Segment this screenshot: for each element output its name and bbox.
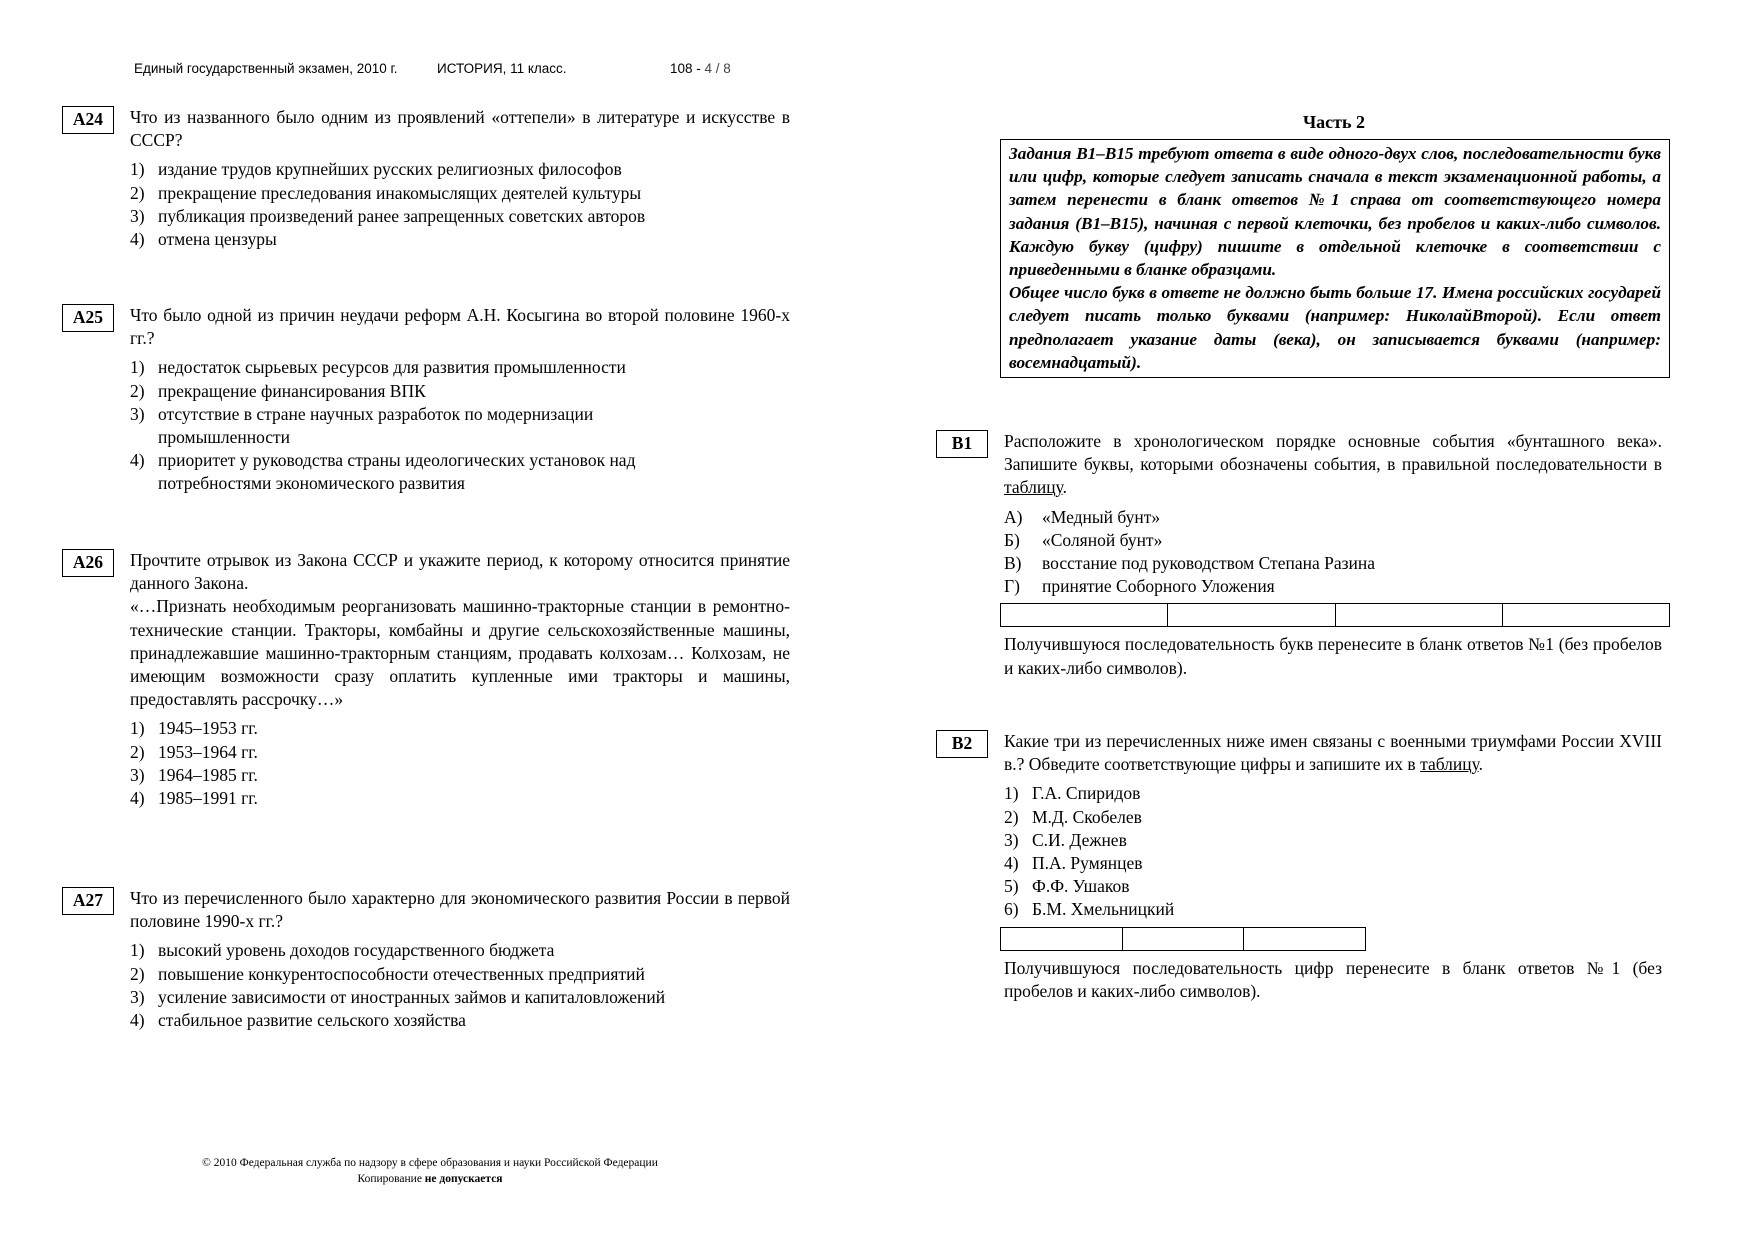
option-item: 4) 1985–1991 гг. <box>130 788 258 809</box>
answer-cell[interactable] <box>1336 604 1503 626</box>
question-b1 <box>936 430 1668 680</box>
question-label: А25 <box>62 304 114 332</box>
option-item: 4) П.А. Румянцев <box>1004 853 1143 874</box>
option-item: В) восстание под руководством Степана Разина <box>1004 553 1376 574</box>
option-item: Б) «Соляной бунт» <box>1004 529 1163 550</box>
page-footer <box>150 1155 710 1187</box>
options-list <box>130 939 790 1032</box>
option-item: 1) 1945–1953 гг. <box>130 718 258 739</box>
question-text: Какие три из перечисленных ниже имен связаны с военными триумфами России XVIII в.? Обведите соответствующие цифры и запишите их в таблицу. <box>1004 731 1662 775</box>
option-item: 3) отсутствие в стране научных разработок по модернизации промышленности <box>130 403 594 448</box>
transfer-note: Получившуюся последовательность цифр перенесите в бланк ответов №1 (без пробелов и каких-либо символов). <box>1004 957 1662 1001</box>
options-list <box>130 356 790 495</box>
option-item: 5) Ф.Ф. Ушаков <box>1004 876 1130 897</box>
option-item: 3) С.И. Дежнев <box>1004 829 1127 850</box>
option-item: 3) усиление зависимости от иностранных займов и капиталовложений <box>130 986 666 1007</box>
answer-table[interactable] <box>1000 927 1366 951</box>
instructions-paragraph-2: Общее число букв в ответе не должно быть больше 17. Имена российских государей следует писать только буквами (например: НиколайВторой). Если ответ предполагает указание даты (века), он записывается буквами (например: восемнадцатый). <box>1009 283 1661 372</box>
question-text: Что было одной из причин неудачи реформ А.Н. Косыгина во второй половине 1960-х гг.? <box>130 305 790 349</box>
question-text: Прочтите отрывок из Закона СССР и укажите период, к которому относится принятие данного Закона. <box>130 550 790 594</box>
question-label: А27 <box>62 887 114 915</box>
exam-title: Единый государственный экзамен, 2010 г. <box>134 61 398 76</box>
variant-code: 108 - <box>670 61 701 76</box>
question-text: Что из названного было одним из проявлений «оттепели» в литературе и искусстве в СССР? <box>130 107 790 151</box>
table-link: таблицу <box>1004 477 1063 498</box>
answer-cell[interactable] <box>1168 604 1335 626</box>
copy-restriction: Копирование не допускается <box>357 1173 503 1185</box>
option-item: 4) отмена цензуры <box>130 229 277 250</box>
instructions-paragraph-1: Задания В1–В15 требуют ответа в виде одного-двух слов, последовательности букв или цифр, которые следует записать сначала в текст экзаменационной работы, а затем перенести в бланк ответов №1 справа от соответствующего номера задания (В1–В15), начиная с первой клеточки, без пробелов и каких-либо символов. Каждую букву (цифру) пишите в отдельной клеточке в соответствии с приведенными в бланке образцами. <box>1009 144 1661 280</box>
part2-instructions <box>1000 139 1670 378</box>
question-text: Расположите в хронологическом порядке основные события «бунташного века». Запишите буквы, которыми обозначены события, в правильной последовательности в таблицу. <box>1004 431 1662 498</box>
question-b2 <box>936 730 1668 1003</box>
answer-cell[interactable] <box>1123 928 1245 950</box>
answer-cell[interactable] <box>1001 928 1123 950</box>
option-item: 3) 1964–1985 гг. <box>130 764 258 785</box>
question-a24 <box>62 106 790 251</box>
options-list <box>1004 782 1662 921</box>
answer-table[interactable] <box>1000 603 1670 627</box>
option-item: 2) М.Д. Скобелев <box>1004 806 1142 827</box>
answer-cell[interactable] <box>1503 604 1669 626</box>
option-item: А) «Медный бунт» <box>1004 506 1161 527</box>
copyright-line: © 2010 Федеральная служба по надзору в сфере образования и науки Российской Федерации <box>202 1157 658 1169</box>
law-excerpt: «…Признать необходимым реорганизовать машинно-тракторные станции в ремонтно-технические станции. Тракторы, комбайны и другие сельскохозяйственные машины, принадлежавшие машинно-тракторным станциям, продавать колхозам… Колхозам, не имеющим возможности сразу оплатить купленные ими тракторы и машины, предоставлять рассрочку…» <box>130 596 790 710</box>
option-item: 1) издание трудов крупнейших русских религиозных философов <box>130 159 622 180</box>
options-list <box>130 158 790 251</box>
page-header <box>134 61 731 76</box>
table-link: таблицу <box>1420 754 1479 775</box>
answer-cell[interactable] <box>1244 928 1365 950</box>
option-item: 1) высокий уровень доходов государственного бюджета <box>130 940 555 961</box>
option-item: Г) принятие Соборного Уложения <box>1004 576 1275 597</box>
question-a27 <box>62 887 790 1032</box>
question-a25 <box>62 304 790 496</box>
option-item: 1) недостаток сырьевых ресурсов для развития промышленности <box>130 357 626 378</box>
page-number: 4 / 8 <box>704 61 731 76</box>
option-item: 4) стабильное развитие сельского хозяйства <box>130 1010 466 1031</box>
option-item: 2) повышение конкурентоспособности отечественных предприятий <box>130 963 645 984</box>
question-label: А24 <box>62 106 114 134</box>
question-a26 <box>62 549 790 810</box>
question-label: В2 <box>936 730 988 758</box>
option-item: 2) прекращение финансирования ВПК <box>130 380 426 401</box>
answer-cell[interactable] <box>1001 604 1168 626</box>
option-item: 3) публикация произведений ранее запрещенных советских авторов <box>130 205 646 226</box>
subject-title: ИСТОРИЯ, 11 класс. <box>437 61 567 76</box>
option-item: 2) 1953–1964 гг. <box>130 741 258 762</box>
option-item: 4) приоритет у руководства страны идеологических установок над потребностями экономического развития <box>130 450 636 494</box>
part2-title: Часть 2 <box>1302 112 1366 132</box>
question-label: А26 <box>62 549 114 577</box>
option-item: 6) Б.М. Хмельницкий <box>1004 899 1175 920</box>
transfer-note: Получившуюся последовательность букв перенесите в бланк ответов №1 (без пробелов и каких-либо символов). <box>1004 634 1662 678</box>
options-list <box>1004 506 1662 599</box>
option-item: 2) прекращение преследования инакомыслящих деятелей культуры <box>130 182 642 203</box>
option-item: 1) Г.А. Спиридов <box>1004 783 1141 804</box>
question-text: Что из перечисленного было характерно для экономического развития России в первой половине 1990-х гг.? <box>130 888 790 932</box>
question-label: В1 <box>936 430 988 458</box>
options-list <box>130 717 790 810</box>
